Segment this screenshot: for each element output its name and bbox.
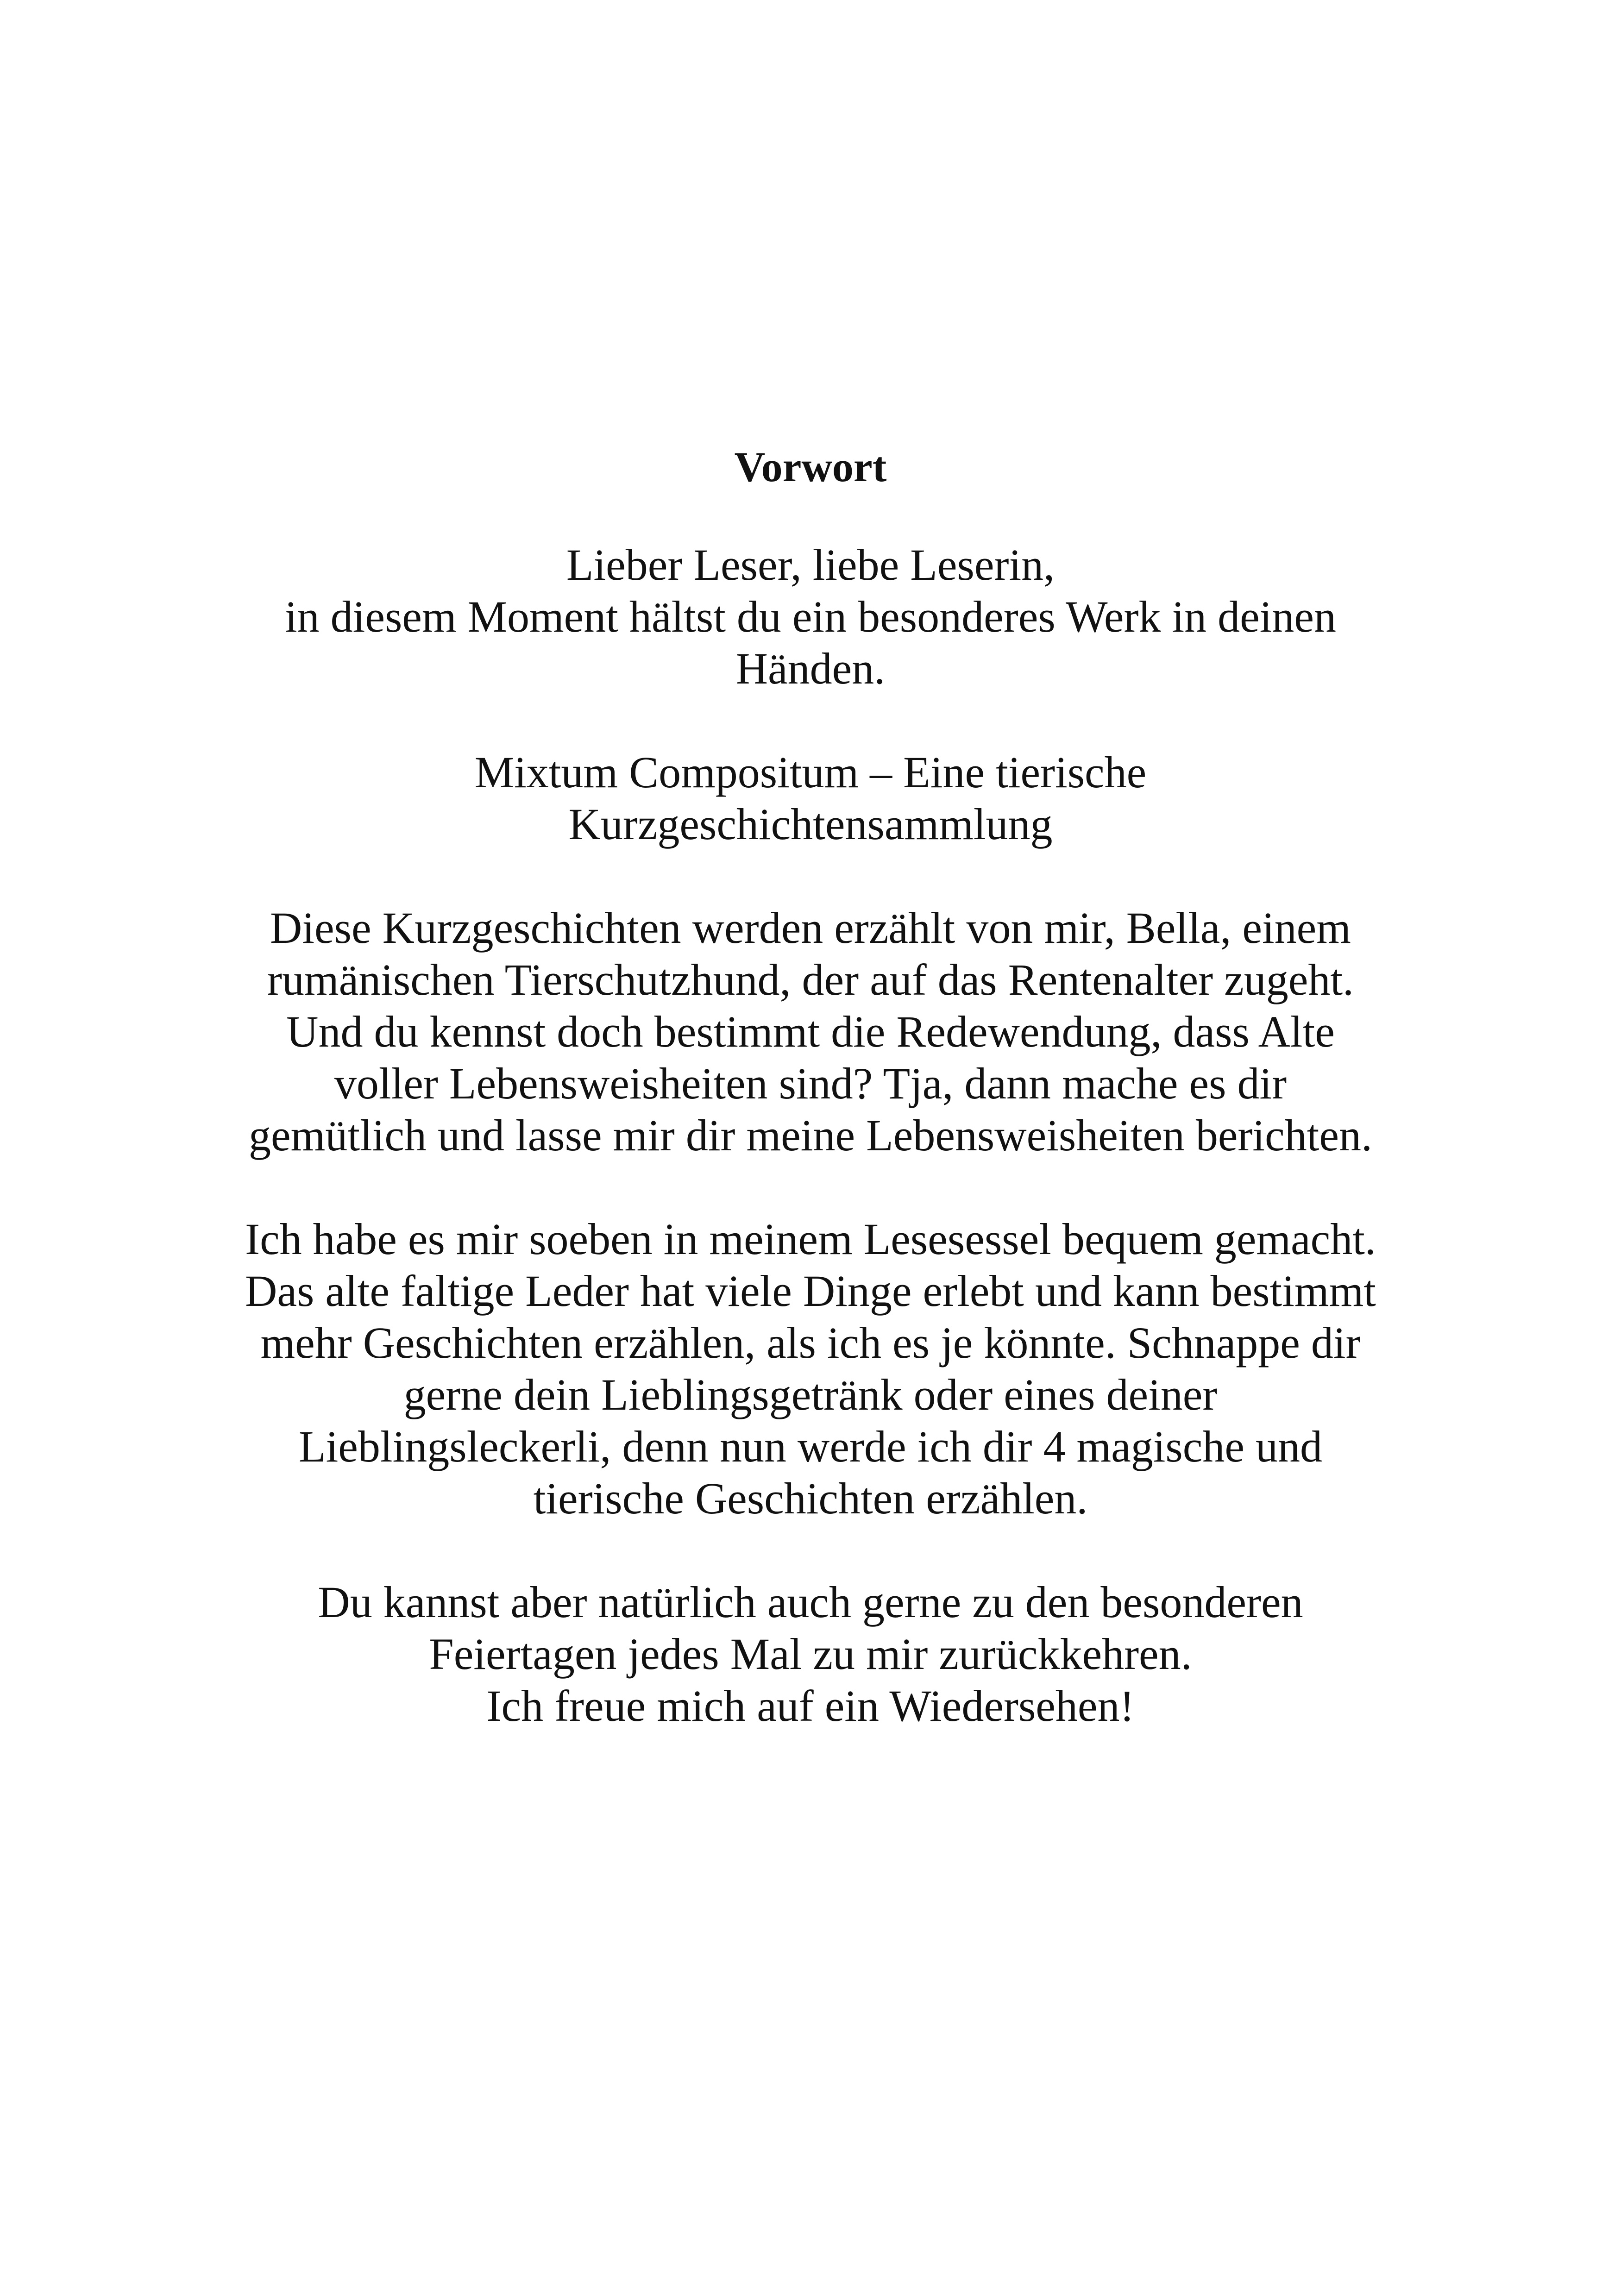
text-line: mehr Geschichten erzählen, als ich es je könnte. Schnappe dir: [260, 1318, 1361, 1368]
text-line: Lieber Leser, liebe Leserin,: [566, 540, 1055, 590]
text-line: Ich freue mich auf ein Wiedersehen!: [486, 1681, 1135, 1731]
text-line: Das alte faltige Leder hat viele Dinge erlebt und kann bestimmt: [245, 1266, 1376, 1316]
text-line: Und du kennst doch bestimmt die Redewendung, dass Alte: [286, 1007, 1335, 1056]
text-line: gemütlich und lasse mir dir meine Lebensweisheiten berichten.: [249, 1110, 1372, 1160]
paragraph-book-title: [139, 747, 1482, 850]
paragraph-armchair: [139, 1213, 1482, 1524]
page-title: Vorwort: [734, 443, 887, 490]
text-line: Händen.: [735, 644, 886, 693]
text-line: Mixtum Compositum – Eine tierische: [474, 747, 1147, 797]
paragraph-narrator: [139, 902, 1482, 1161]
text-line: Ich habe es mir soeben in meinem Lesesessel bequem gemacht.: [245, 1214, 1376, 1264]
text-line: in diesem Moment hältst du ein besonderes Werk in deinen: [284, 592, 1336, 641]
text-line: tierische Geschichten erzählen.: [533, 1474, 1088, 1523]
text-line: Du kannst aber natürlich auch gerne zu den besonderen: [318, 1577, 1303, 1627]
text-line: Lieblingsleckerli, denn nun werde ich dir 4 magische und: [298, 1422, 1322, 1471]
paragraph-greeting: [139, 539, 1482, 695]
foreword-section: [139, 441, 1482, 1784]
text-line: Feiertagen jedes Mal zu mir zurückkehren.: [429, 1629, 1192, 1679]
text-line: gerne dein Lieblingsgetränk oder eines deiner: [403, 1370, 1218, 1419]
text-line: Kurzgeschichtensammlung: [568, 799, 1053, 849]
text-line: Diese Kurzgeschichten werden erzählt von mir, Bella, einem: [270, 903, 1351, 953]
paragraph-closing: [139, 1576, 1482, 1732]
text-line: voller Lebensweisheiten sind? Tja, dann mache es dir: [334, 1059, 1287, 1108]
text-line: rumänischen Tierschutzhund, der auf das Rentenalter zugeht.: [267, 955, 1354, 1004]
